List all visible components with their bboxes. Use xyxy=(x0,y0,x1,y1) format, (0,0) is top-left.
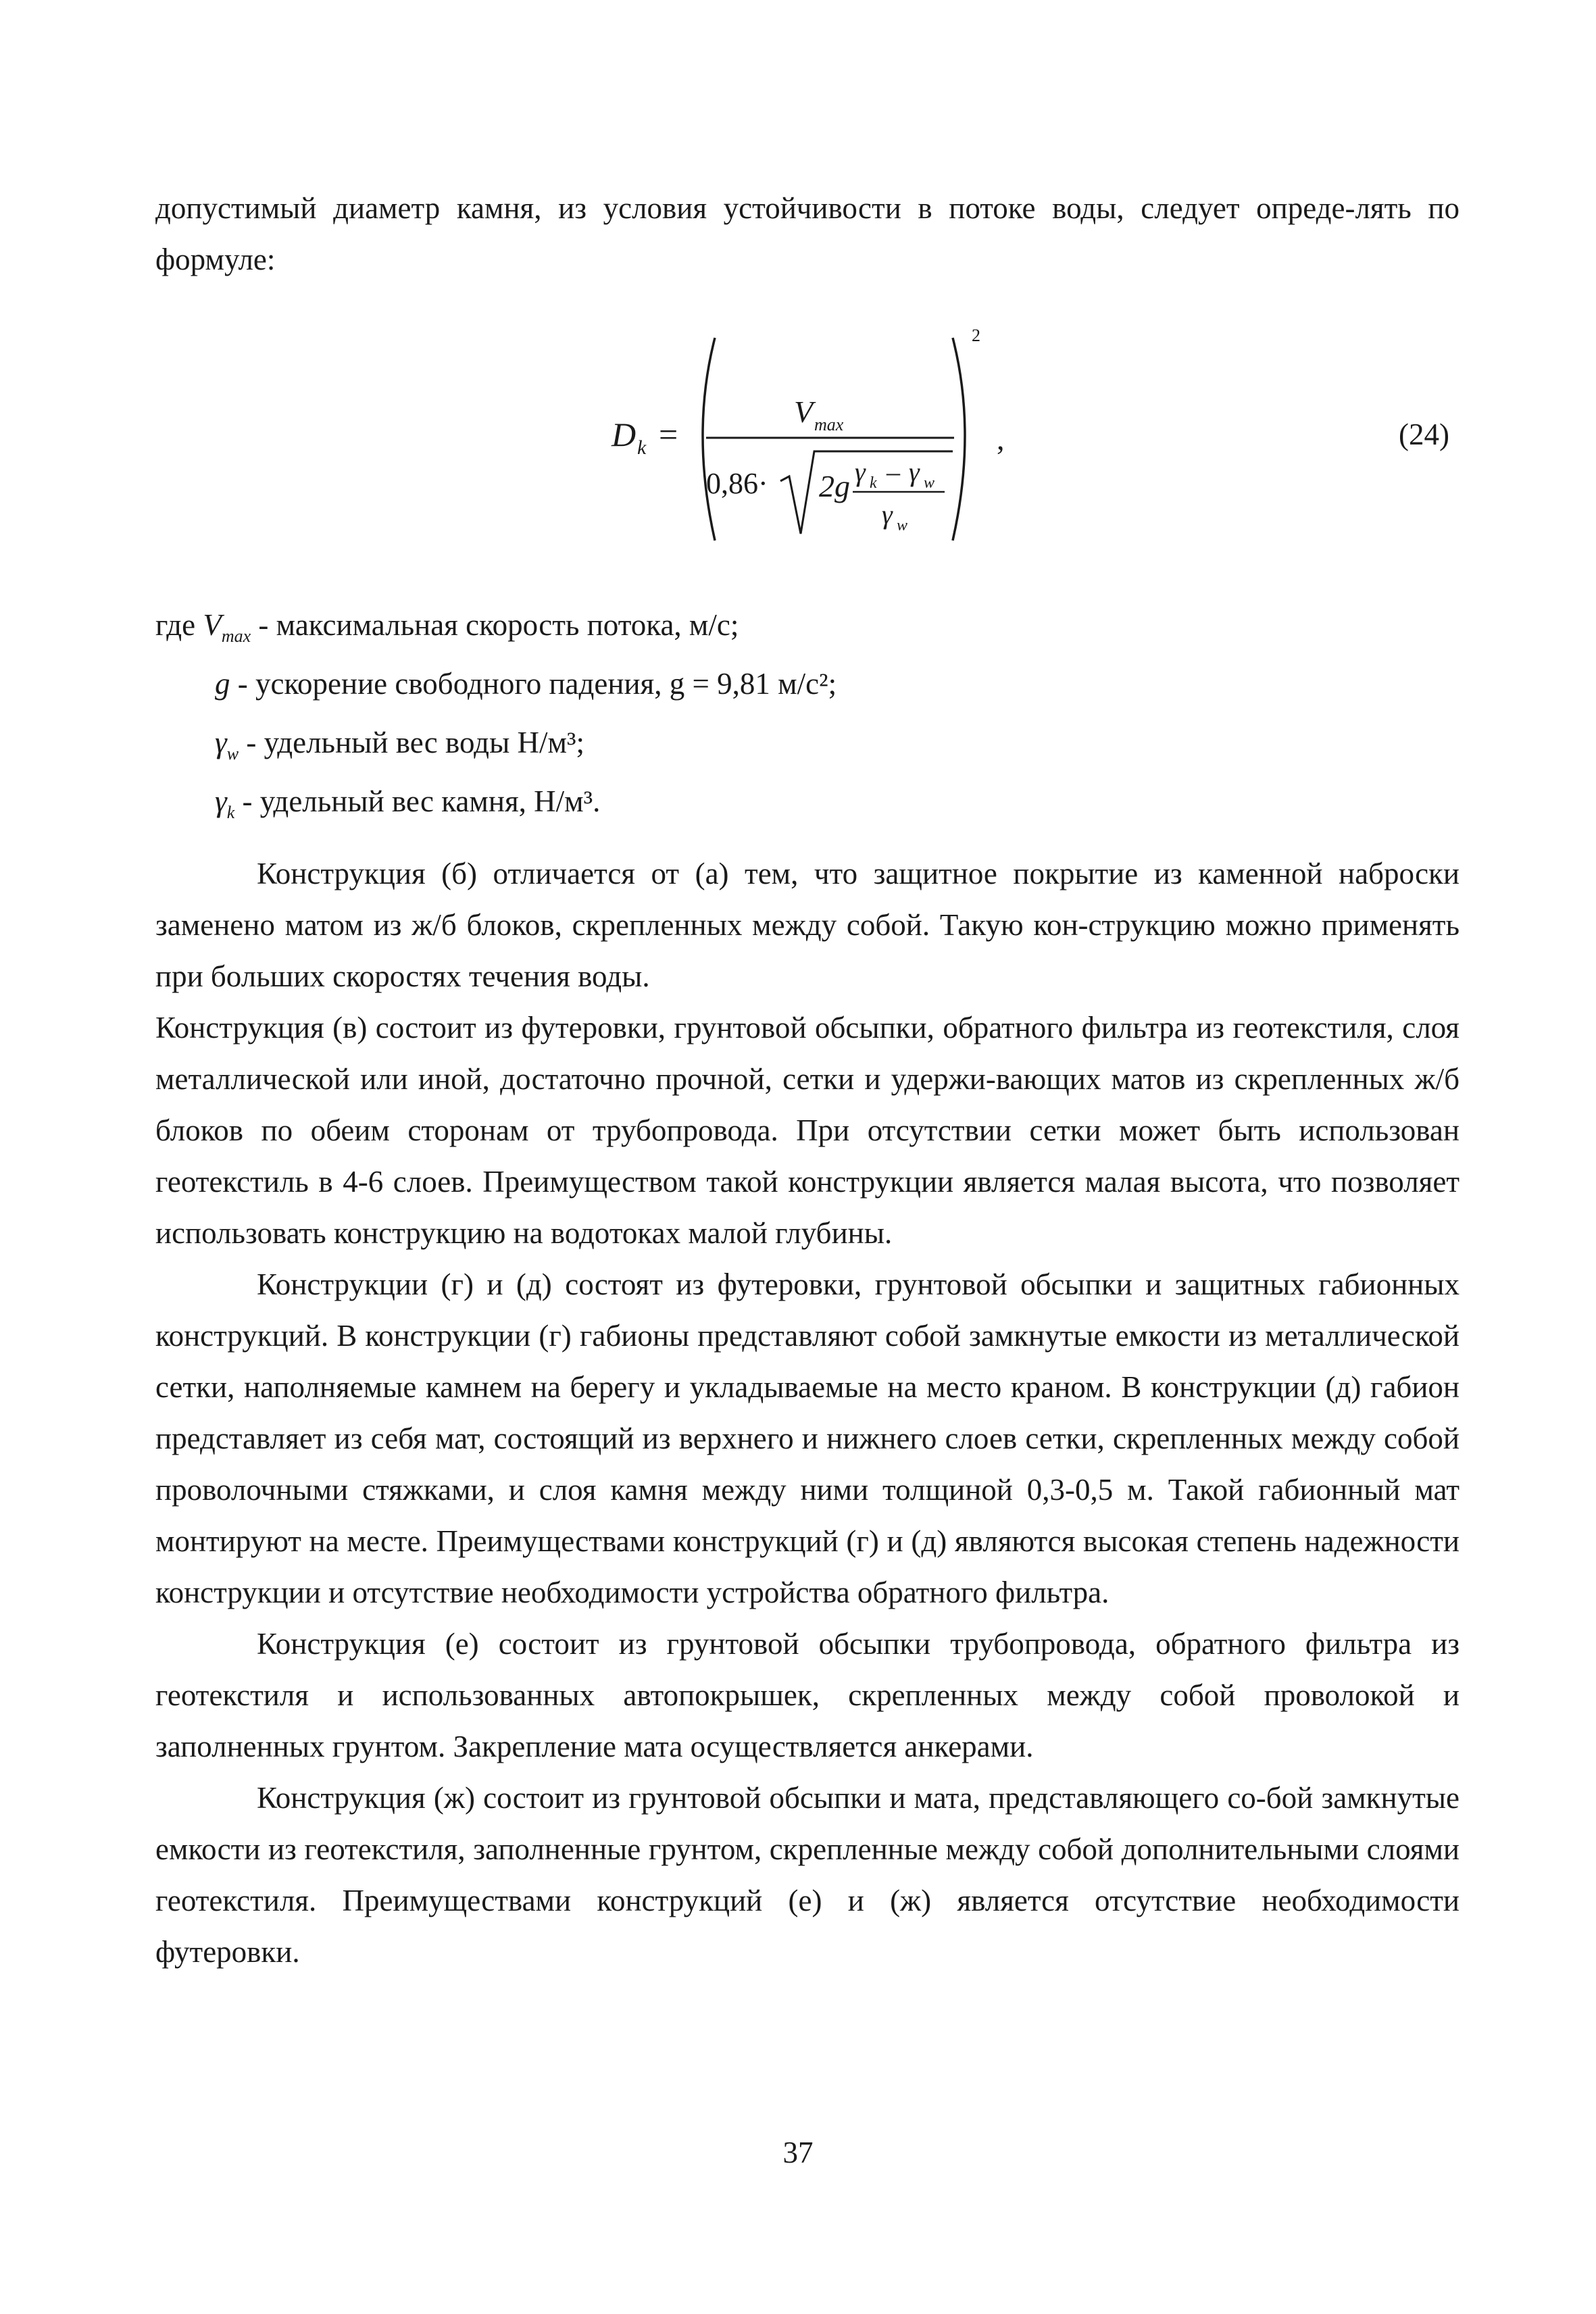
def-symbol-sub: w xyxy=(226,744,239,763)
inner-minus: – xyxy=(887,457,900,487)
formula-24 xyxy=(0,0,1596,534)
def-symbol: g xyxy=(215,667,230,701)
def-text: - удельный вес воды Н/м³; xyxy=(239,726,585,759)
paragraph-zh: Конструкция (ж) состоит из грунтовой обсыпки и мата, представляющего со-бой замкнутые емкости из геотекстиля, заполненные грунтом, скрепленные между собой дополнительными слоями геотекстиля. Преимуществами конструкций (е) и (ж) является отсутствие необходимости футеровки. xyxy=(155,1781,1460,1969)
formula-comma: , xyxy=(997,422,1005,456)
definition-row xyxy=(155,778,1169,836)
page-number: 37 xyxy=(782,2136,814,2169)
body-paragraphs xyxy=(155,848,1460,1978)
paragraph-g-d: Конструкции (г) и (д) состоят из футеровки, грунтовой обсыпки и защитных габионных конструкций. В конструкции (г) габионы представляют собой замкнутые емкости из металлической сетки, наполняемые камнем на берегу и укладываемые на место краном. В конструкции (д) габион представляет из себя мат, состоящий из верхнего и нижнего слоев сетки, скрепленных между собой проволочными стяжками, и слоя камня между ними толщиной 0,3-0,5 м. Такой габионный мат монтируют на месте. Преимуществами конструкций (г) и (д) являются высокая степень надежности конструкции и отсутствие необходимости устройства обратного фильтра. xyxy=(155,1267,1460,1609)
left-paren xyxy=(703,338,715,540)
definition-row xyxy=(155,601,1169,660)
def-symbol: V xyxy=(203,608,222,642)
formula-numerator-symbol: V xyxy=(794,395,814,429)
formula-lhs-symbol: D xyxy=(612,416,637,453)
inner-gamma-w-sub: w xyxy=(924,474,935,492)
inner-denominator-gamma: γ xyxy=(882,499,893,530)
formula-lhs-sub: k xyxy=(637,436,647,459)
def-symbol: γ xyxy=(215,726,227,759)
formula-equals: = xyxy=(659,416,678,453)
paragraph-v: Конструкция (в) состоит из футеровки, грунтовой обсыпки, обратного фильтра из геотекстиля, слоя металлической или иной, достаточно прочной, сетки и удержи-вающих матов из скрепленных ж/б блоков по обеим сторонам от трубопровода. При отсутствии сетки может быть использован геотекстиль в 4-6 слоев. Преимуществом такой конструкции является малая высота, что позволяет использовать конструкцию на водотоках малой глубины. xyxy=(155,1011,1460,1250)
formula-coef: 0,86· xyxy=(706,467,768,500)
paragraph-b: Конструкция (б) отличается от (а) тем, что защитное покрытие из каменной наброски заменено матом из ж/б блоков, скрепленных между собой. Такую кон-струкцию можно применять при больших скоростях течения воды. xyxy=(155,857,1460,993)
def-text: - ускорение свободного падения, g = 9,81 м/с²; xyxy=(230,667,837,701)
inner-gamma-k: γ xyxy=(855,457,866,487)
right-paren xyxy=(953,338,965,540)
formula-number: (24) xyxy=(1399,418,1449,451)
definition-row xyxy=(155,719,1169,778)
def-symbol: γ xyxy=(215,784,227,818)
paragraph-e: Конструкция (е) состоит из грунтовой обсыпки трубопровода, обратного фильтра из геотекстиля и использованных автопокрышек, скрепленных между собой проволокой и заполненных грунтом. Закрепление мата осуществляется анкерами. xyxy=(155,1627,1460,1763)
formula-numerator-sub: max xyxy=(814,415,844,434)
def-text: - удельный вес камня, Н/м³. xyxy=(234,784,601,818)
def-symbol-sub: max xyxy=(221,626,251,646)
formula-radicand-prefix: 2g xyxy=(819,469,850,503)
inner-gamma-k-sub: k xyxy=(870,474,877,492)
definitions-list xyxy=(155,601,1169,836)
inner-gamma-w: γ xyxy=(909,457,920,487)
inner-denominator-sub: w xyxy=(897,517,908,534)
intro-text: допустимый диаметр камня, из условия устойчивости в потоке воды, следует опреде-лять по формуле: xyxy=(155,191,1460,276)
definitions-lead: где xyxy=(155,608,196,642)
definition-row xyxy=(155,660,1169,719)
def-text: - максимальная скорость потока, м/с; xyxy=(251,608,739,642)
formula-exponent: 2 xyxy=(972,326,980,345)
def-symbol-sub: k xyxy=(226,803,235,822)
formula-svg xyxy=(0,0,1596,608)
